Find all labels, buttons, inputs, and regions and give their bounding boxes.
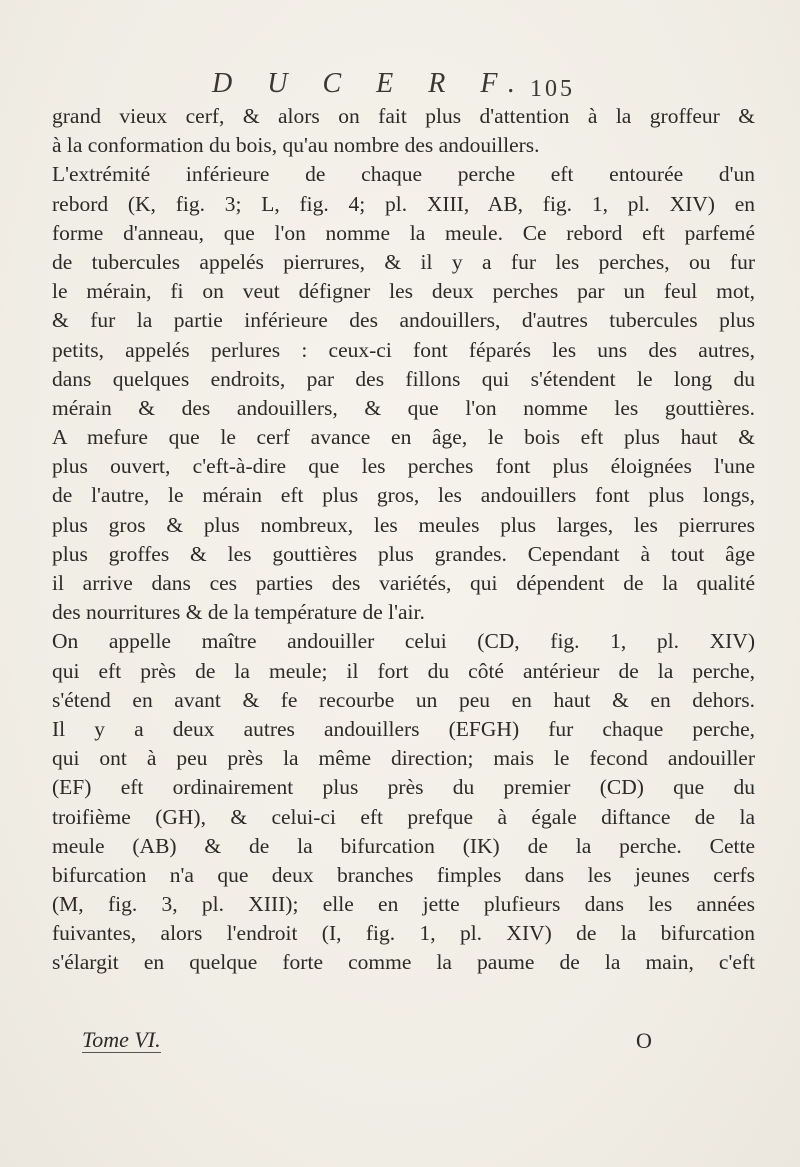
body-text	[52, 102, 755, 978]
page-number: 105	[530, 76, 575, 102]
text-line: plus groffes & les gouttières plus grandes. Cependant à tout âge	[52, 541, 755, 566]
text-line: rebord (K, fig. 3; L, fig. 4; pl. XIII, AB, fig. 1, pl. XIV) en	[52, 191, 755, 216]
text-line: à la conformation du bois, qu'au nombre des andouillers.	[52, 133, 540, 158]
text-line: troifième (GH), & celui-ci eft prefque à égale diftance de la	[52, 804, 755, 829]
text-line: plus gros & plus nombreux, les meules plus larges, les pierrures	[52, 512, 755, 537]
text-line: fuivantes, alors l'endroit (I, fig. 1, pl. XIV) de la bifurcation	[52, 921, 755, 946]
text-line: grand vieux cerf, & alors on fait plus d'attention à la groffeur &	[52, 104, 755, 128]
page-footer	[52, 1028, 755, 1060]
text-line: mérain & des andouillers, & que l'on nomme les gouttières.	[52, 395, 755, 420]
running-title: D U C E R F.	[212, 68, 529, 99]
text-line: qui ont à peu près la même direction; mais le fecond andouiller	[52, 746, 755, 771]
text-line: s'élargit en quelque forte comme la paume de la main, c'eft	[52, 950, 755, 975]
text-line: forme d'anneau, que l'on nomme la meule. Ce rebord eft parfemé	[52, 220, 755, 245]
text-line: Il y a deux autres andouillers (EFGH) fur chaque perche,	[52, 716, 755, 741]
text-line: L'extrémité inférieure de chaque perche eft entourée d'un	[52, 162, 755, 187]
text-line: le mérain, fi on veut défigner les deux perches par un feul mot,	[52, 279, 755, 304]
text-line: meule (AB) & de la bifurcation (IK) de la perche. Cette	[52, 833, 755, 858]
text-line: petits, appelés perlures : ceux-ci font féparés les uns des autres,	[52, 337, 755, 362]
text-line: de tubercules appelés pierrures, & il y a fur les perches, ou fur	[52, 249, 755, 274]
running-head	[0, 68, 800, 104]
text-line: (M, fig. 3, pl. XIII); elle en jette plufieurs dans les années	[52, 892, 755, 917]
text-line: de l'autre, le mérain eft plus gros, les andouillers font plus longs,	[52, 483, 755, 508]
text-line: bifurcation n'a que deux branches fimples dans les jeunes cerfs	[52, 862, 755, 887]
text-line: & fur la partie inférieure des andouillers, d'autres tubercules plus	[52, 308, 755, 333]
text-line: il arrive dans ces parties des variétés, qui dépendent de la qualité	[52, 571, 755, 595]
text-line: s'étend en avant & fe recourbe un peu en haut & en dehors.	[52, 687, 755, 712]
text-line: qui eft près de la meule; il fort du côté antérieur de la perche,	[52, 658, 755, 683]
signature-mark: O	[636, 1028, 652, 1053]
text-line: des nourritures & de la température de l'air.	[52, 600, 425, 625]
text-line: A mefure que le cerf avance en âge, le bois eft plus haut &	[52, 425, 755, 450]
text-line: dans quelques endroits, par des fillons qui s'étendent le long du	[52, 366, 755, 391]
volume-label: Tome VI.	[82, 1027, 161, 1052]
text-line: plus ouvert, c'eft-à-dire que les perches font plus éloignées l'une	[52, 454, 755, 479]
text-line: (EF) eft ordinairement plus près du premier (CD) que du	[52, 775, 755, 800]
text-line: On appelle maître andouiller celui (CD, fig. 1, pl. XIV)	[52, 629, 755, 654]
